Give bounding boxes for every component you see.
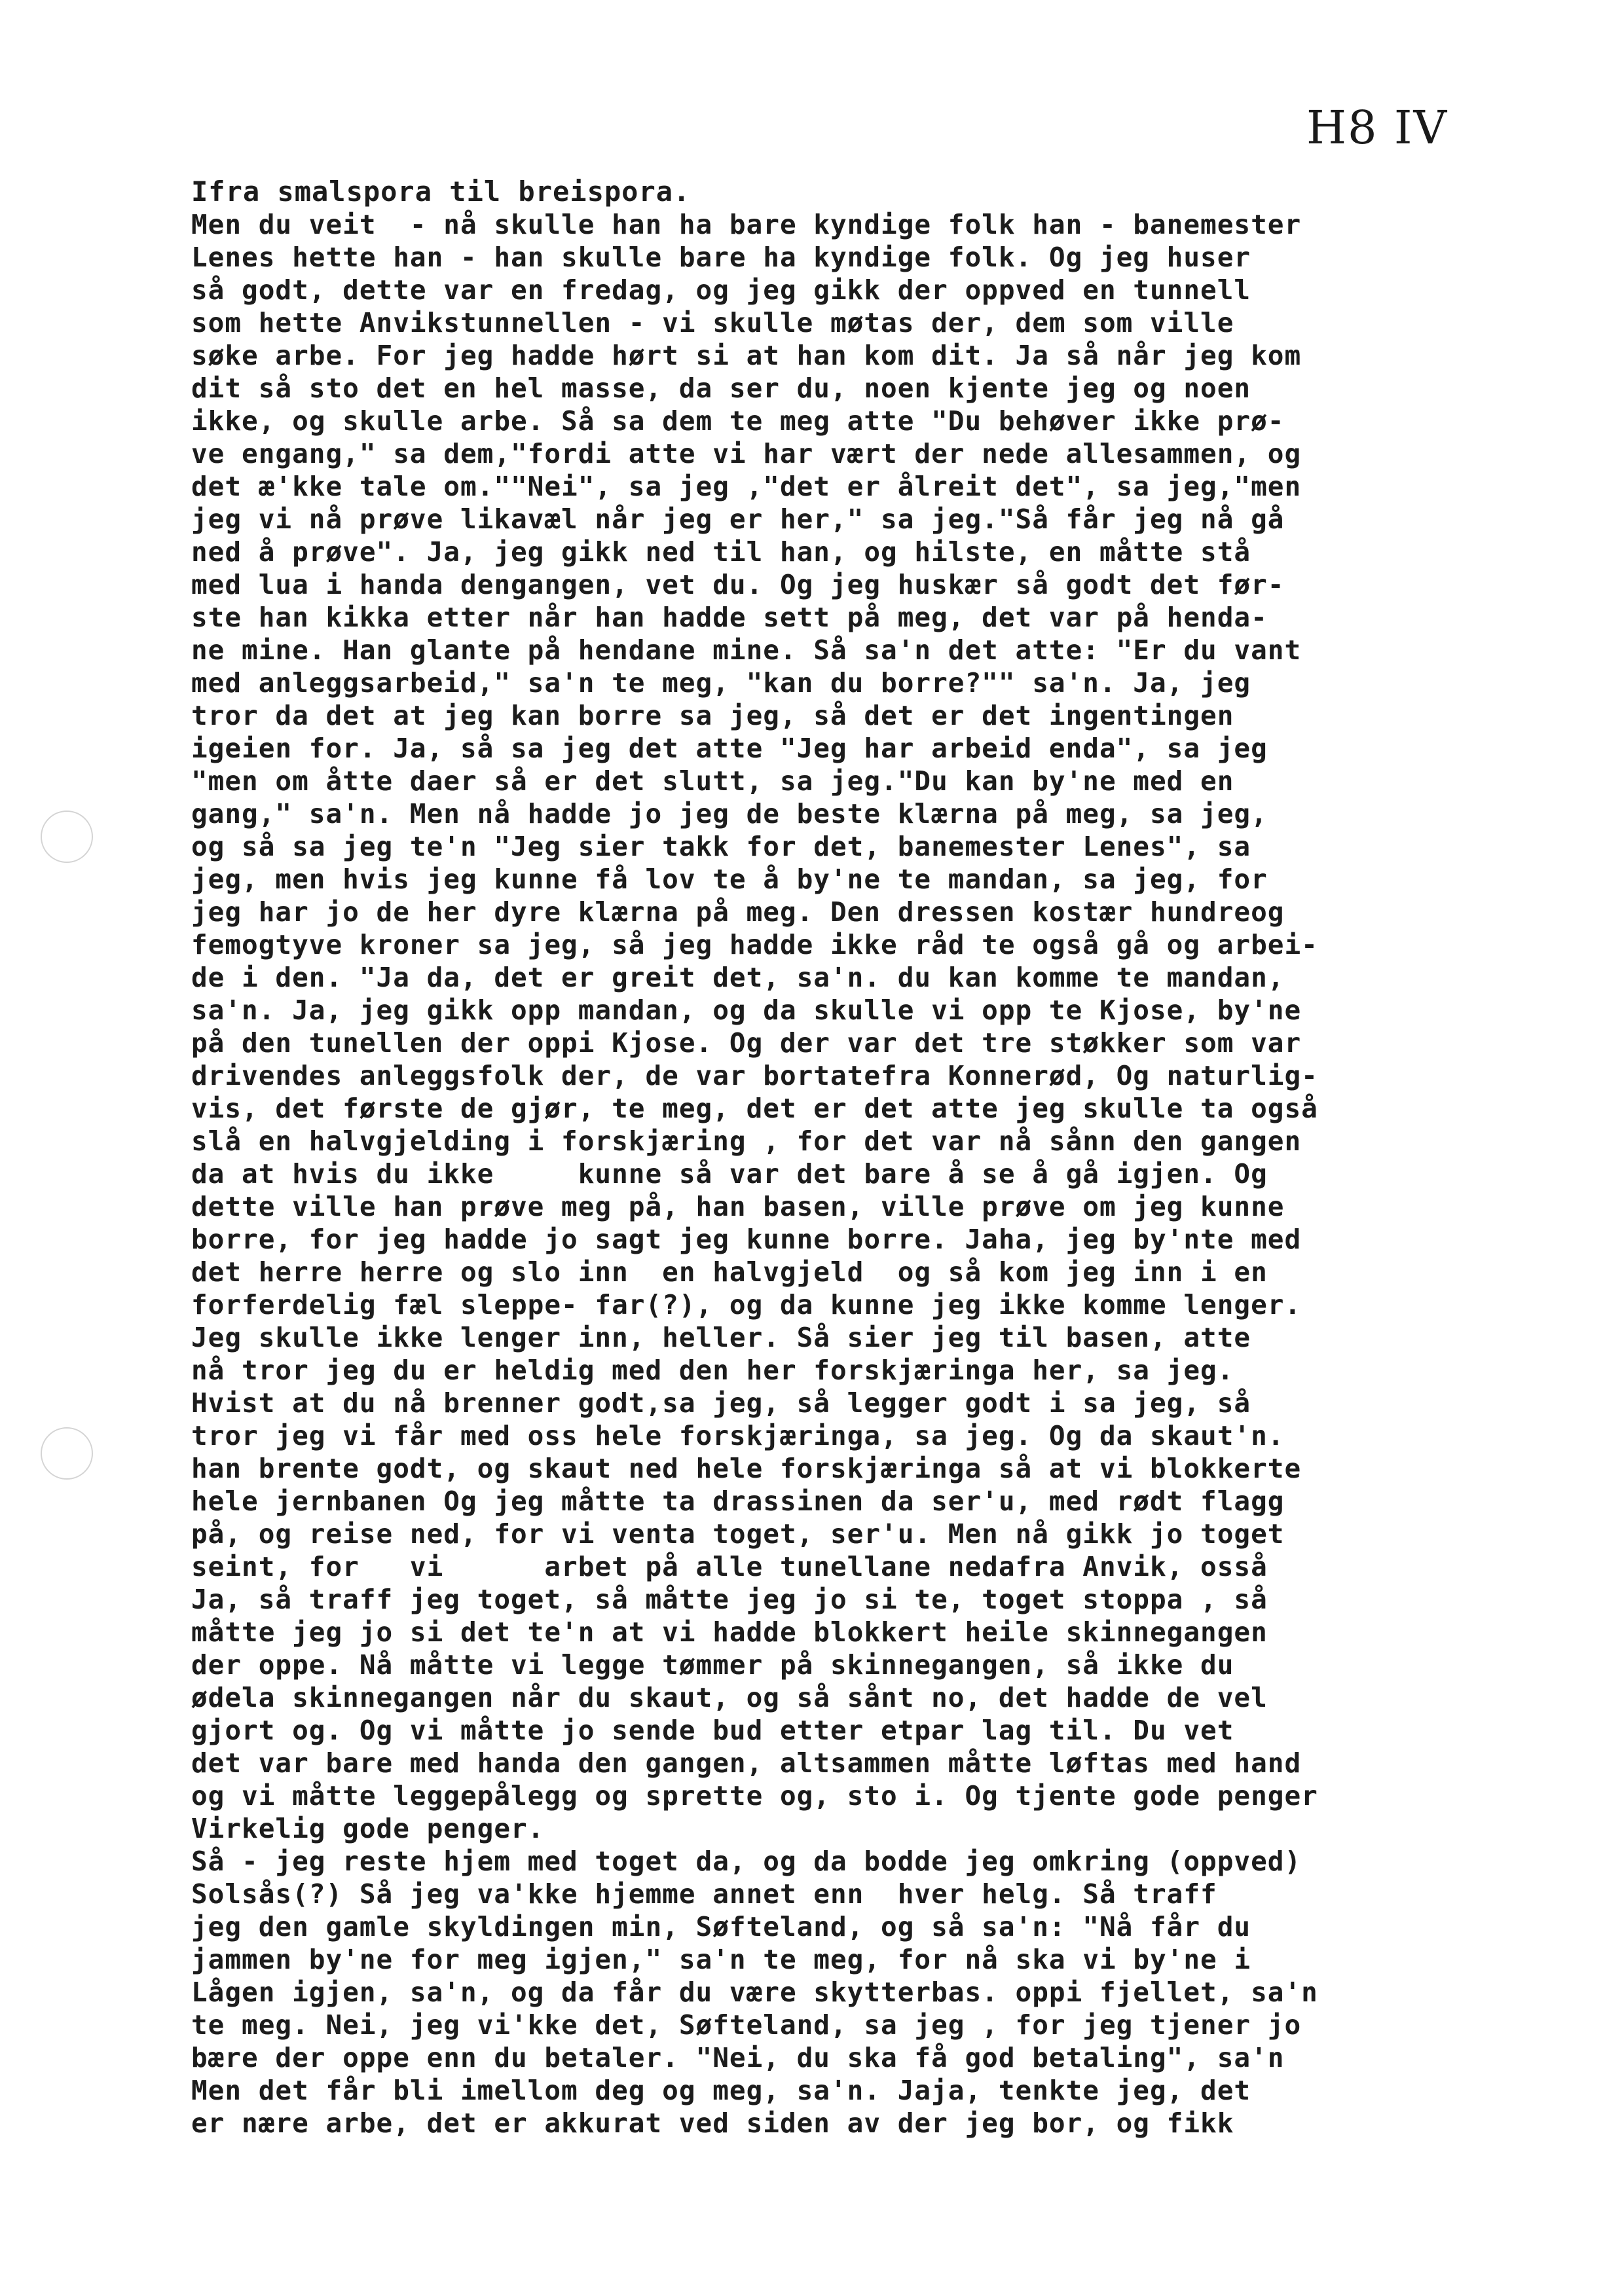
text-line: på, og reise ned, for vi venta toget, ser'u. Men nå gikk jo toget — [191, 1518, 1285, 1550]
text-line: på den tunellen der oppi Kjose. Og der var det tre støkker som var — [191, 1027, 1302, 1059]
text-line: er nære arbe, det er akkurat ved siden av der jeg bor, og fikk — [191, 2107, 1234, 2139]
text-line: bære der oppe enn du betaler. "Nei, du ska få god betaling", sa'n — [191, 2042, 1285, 2073]
text-line: det var bare med handa den gangen, altsammen måtte løftas med hand — [191, 1747, 1302, 1779]
text-line: sa'n. Ja, jeg gikk opp mandan, og da skulle vi opp te Kjose, by'ne — [191, 994, 1302, 1026]
text-line: dit så sto det en hel masse, da ser du, noen kjente jeg og noen — [191, 373, 1251, 404]
text-line: jeg den gamle skyldingen min, Søfteland, og så sa'n: "Nå får du — [191, 1911, 1251, 1942]
text-line: og vi måtte leggepålegg og sprette og, sto i. Og tjente gode penger — [191, 1780, 1318, 1812]
text-line: han brente godt, og skaut ned hele forskjæringa så at vi blokkerte — [191, 1453, 1302, 1484]
text-line: det herre herre og slo inn en halvgjeld og så kom jeg inn i en — [191, 1256, 1268, 1288]
text-line: ne mine. Han glante på hendane mine. Så sa'n det atte: "Er du vant — [191, 634, 1302, 666]
text-line: ned å prøve". Ja, jeg gikk ned til han, og hilste, en måtte stå — [191, 536, 1251, 568]
text-line: da at hvis du ikke kunne så var det bare å se å gå igjen. Og — [191, 1158, 1268, 1190]
typed-text-body — [191, 175, 1566, 2140]
text-line: ikke, og skulle arbe. Så sa dem te meg atte "Du behøver ikke prø- — [191, 405, 1285, 437]
text-line: hele jernbanen Og jeg måtte ta drassinen da ser'u, med rødt flagg — [191, 1485, 1285, 1517]
text-line: gjort og. Og vi måtte jo sende bud etter etpar lag til. Du vet — [191, 1715, 1234, 1746]
text-line: borre, for jeg hadde jo sagt jeg kunne borre. Jaha, jeg by'nte med — [191, 1224, 1302, 1255]
text-line: Men det får bli imellom deg og meg, sa'n. Jaja, tenkte jeg, det — [191, 2075, 1251, 2106]
text-line: ste han kikka etter når han hadde sett på meg, det var på henda- — [191, 602, 1268, 633]
text-line: Lågen igjen, sa'n, og da får du være skytterbas. oppi fjellet, sa'n — [191, 1977, 1318, 2008]
text-line: måtte jeg jo si det te'n at vi hadde blokkert heile skinnegangen — [191, 1616, 1268, 1648]
punch-hole-bottom — [41, 1427, 93, 1480]
text-line: de i den. "Ja da, det er greit det, sa'n. du kan komme te mandan, — [191, 962, 1285, 993]
text-line: Solsås(?) Så jeg va'kke hjemme annet enn hver helg. Så traff — [191, 1878, 1217, 1910]
text-line: ve engang," sa dem,"fordi atte vi har vært der nede allesammen, og — [191, 438, 1302, 469]
text-line: Hvist at du nå brenner godt,sa jeg, så legger godt i sa jeg, så — [191, 1387, 1251, 1419]
text-line: tror jeg vi får med oss hele forskjæringa, sa jeg. Og da skaut'n. — [191, 1420, 1285, 1451]
text-line: Lenes hette han - han skulle bare ha kyndige folk. Og jeg huser — [191, 242, 1251, 273]
text-line: med lua i handa dengangen, vet du. Og jeg huskær så godt det før- — [191, 569, 1285, 600]
text-line: med anleggsarbeid," sa'n te meg, "kan du borre?"" sa'n. Ja, jeg — [191, 667, 1251, 699]
text-line: dette ville han prøve meg på, han basen, ville prøve om jeg kunne — [191, 1191, 1285, 1222]
text-line: jeg, men hvis jeg kunne få lov te å by'ne te mandan, sa jeg, for — [191, 864, 1268, 895]
text-line: og så sa jeg te'n "Jeg sier takk for det, banemester Lenes", sa — [191, 831, 1251, 862]
text-line: igeien for. Ja, så sa jeg det atte "Jeg har arbeid enda", sa jeg — [191, 733, 1268, 764]
text-line: jeg har jo de her dyre klærna på meg. Den dressen kostær hundreog — [191, 896, 1285, 928]
text-line: tror da det at jeg kan borre sa jeg, så det er det ingentingen — [191, 700, 1234, 731]
text-line: vis, det første de gjør, te meg, det er det atte jeg skulle ta også — [191, 1093, 1318, 1124]
text-line: søke arbe. For jeg hadde hørt si at han kom dit. Ja så når jeg kom — [191, 340, 1302, 371]
punch-hole-top — [41, 811, 93, 863]
text-line: Jeg skulle ikke lenger inn, heller. Så sier jeg til basen, atte — [191, 1322, 1251, 1353]
text-line: Virkelig gode penger. — [191, 1813, 545, 1844]
text-line: Ja, så traff jeg toget, så måtte jeg jo si te, toget stoppa , så — [191, 1584, 1268, 1615]
text-line: seint, for vi arbet på alle tunellane nedafra Anvik, osså — [191, 1551, 1268, 1582]
text-line: det æ'kke tale om.""Nei", sa jeg ,"det er ålreit det", sa jeg,"men — [191, 471, 1302, 502]
text-line: ødela skinnegangen når du skaut, og så sånt no, det hadde de vel — [191, 1682, 1268, 1713]
text-line: så godt, dette var en fredag, og jeg gikk der oppved en tunnell — [191, 274, 1251, 306]
text-line: "men om åtte daer så er det slutt, sa jeg."Du kan by'ne med en — [191, 765, 1234, 797]
page-id-label: H8 IV — [1306, 101, 1449, 155]
text-line: te meg. Nei, jeg vi'kke det, Søfteland, sa jeg , for jeg tjener jo — [191, 2009, 1302, 2041]
text-line: slå en halvgjelding i forskjæring , for det var nå sånn den gangen — [191, 1125, 1302, 1157]
text-line: Så - jeg reste hjem med toget da, og da bodde jeg omkring (oppved) — [191, 1846, 1302, 1877]
text-line: nå tror jeg du er heldig med den her forskjæringa her, sa jeg. — [191, 1355, 1234, 1386]
text-line: jeg vi nå prøve likavæl når jeg er her," sa jeg."Så får jeg nå gå — [191, 503, 1285, 535]
text-line: forferdelig fæl sleppe- far(?), og da kunne jeg ikke komme lenger. — [191, 1289, 1302, 1321]
text-line: jammen by'ne for meg igjen," sa'n te meg, for nå ska vi by'ne i — [191, 1944, 1251, 1975]
text-line: femogtyve kroner sa jeg, så jeg hadde ikke råd te også gå og arbei- — [191, 929, 1318, 960]
text-line: Men du veit - nå skulle han ha bare kyndige folk han - banemester — [191, 209, 1302, 240]
text-line: der oppe. Nå måtte vi legge tømmer på skinnegangen, så ikke du — [191, 1649, 1234, 1681]
text-line: gang," sa'n. Men nå hadde jo jeg de beste klærna på meg, sa jeg, — [191, 798, 1268, 829]
document-heading: Ifra smalspora til breispora. — [191, 175, 691, 208]
text-line: som hette Anvikstunnellen - vi skulle møtas der, dem som ville — [191, 307, 1234, 338]
text-line: drivendes anleggsfolk der, de var bortatefra Konnerød, Og naturlig- — [191, 1060, 1318, 1091]
